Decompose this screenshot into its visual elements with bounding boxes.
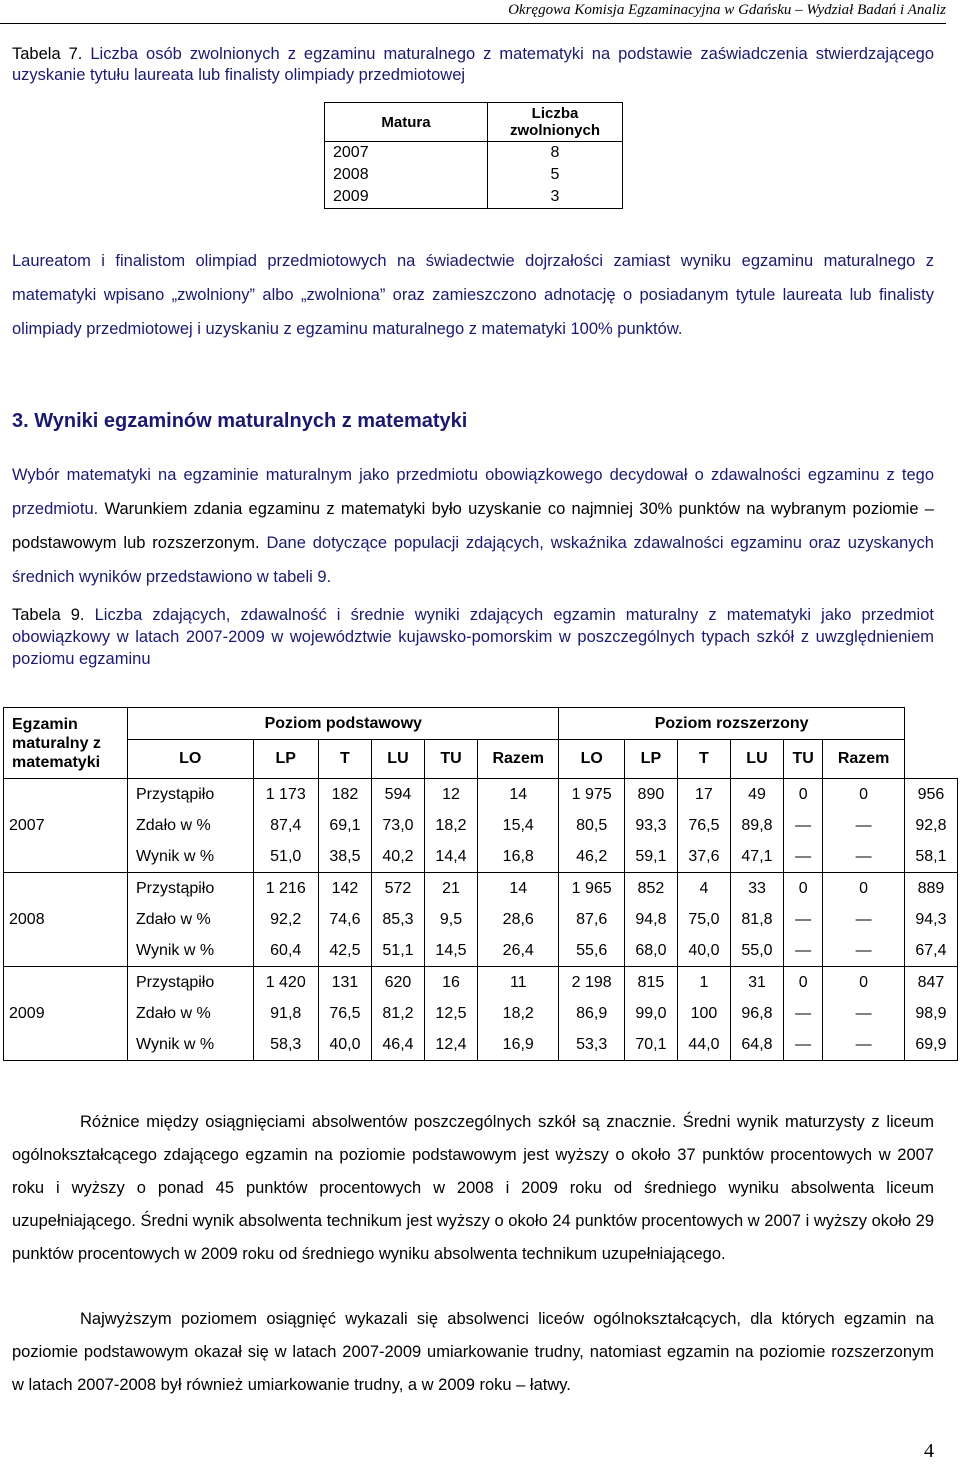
table9-cell: 0 [823, 967, 904, 999]
table9-cell: 70,1 [624, 1029, 677, 1061]
table9-cell: 89,8 [730, 810, 783, 841]
table9-cell: 100 [677, 998, 730, 1029]
table9-cell: 49 [730, 779, 783, 811]
table9-row [4, 967, 958, 999]
table9-cell: 46,4 [371, 1029, 424, 1061]
table9-col-header: LP [253, 740, 318, 779]
table9-cell: — [783, 904, 822, 935]
table9-cell: 21 [424, 873, 477, 905]
table9-cell: 852 [624, 873, 677, 905]
table9-cell: — [823, 998, 904, 1029]
table9-cell: 1 975 [559, 779, 624, 811]
table9-caption [12, 604, 934, 670]
table7 [324, 102, 623, 209]
table9-row [4, 779, 958, 811]
table9-cell: 26,4 [478, 935, 559, 967]
table9-cell: 81,8 [730, 904, 783, 935]
table9-cell: 96,8 [730, 998, 783, 1029]
table9-cell: 16 [424, 967, 477, 999]
table9-col-header: T [318, 740, 371, 779]
table7-count: 5 [488, 164, 623, 186]
table9-row [4, 998, 958, 1029]
table7-year: 2007 [325, 142, 488, 165]
table9-caption-text: Liczba zdających, zdawalność i średnie wyniki zdających egzamin maturalny z matematyki jako przedmiot obowiązkowy w latach 2007-2009 w województwie kujawsko-pomorskim w poszczególnych typach szkół z uwzględnieniem poziomu egzaminu [12, 606, 934, 668]
table9-cell: 815 [624, 967, 677, 999]
table7-count: 8 [488, 142, 623, 165]
table9-cell: 4 [677, 873, 730, 905]
table9-cell: 40,0 [318, 1029, 371, 1061]
table9-cell: 75,0 [677, 904, 730, 935]
table9-cell: 64,8 [730, 1029, 783, 1061]
table9-cell: 92,2 [253, 904, 318, 935]
paragraph-laureates-text: Laureatom i finalistom olimpiad przedmiotowych na świadectwie dojrzałości zamiast wyniku egzaminu maturalnego z matematyki wpisano „zwolniony” albo „zwolniona” oraz zamieszczono adnotację o posiadanym tytule laureata lub finalisty olimpiady przedmiotowej i uzyskaniu z egzaminu maturalnego z matematyki 100% punktów. [12, 252, 934, 338]
table9-cell: 58,1 [904, 841, 957, 873]
table7-col-count: Liczba zwolnionych [488, 103, 623, 142]
table9-cell: 99,0 [624, 998, 677, 1029]
table9-row-label: Wynik w % [128, 841, 254, 873]
table9-cell: 0 [783, 779, 822, 811]
table9-row [4, 1029, 958, 1061]
table9-cell: — [783, 810, 822, 841]
page-number: 4 [924, 1440, 934, 1462]
section-heading: 3. Wyniki egzaminów maturalnych z matematyki [12, 410, 468, 432]
table9-col-header: LO [559, 740, 624, 779]
table9-col-header: TU [424, 740, 477, 779]
table9-cell: 0 [783, 873, 822, 905]
table9-cell: 85,3 [371, 904, 424, 935]
table9-cell: 2 198 [559, 967, 624, 999]
table9-cell: 14,4 [424, 841, 477, 873]
table9-level-basic: Poziom podstawowy [128, 708, 559, 740]
paragraph-laureates [12, 244, 934, 346]
table9-corner-header: Egzamin maturalny z matematyki [4, 708, 128, 779]
paragraph-highest-text: Najwyższym poziomem osiągnięć wykazali się absolwenci liceów ogólnokształcących, dla których egzamin na poziomie podstawowym okazał się w latach 2007-2009 umiarkowanie trudny, natomiast egzamin na poziomie rozszerzonym w latach 2007-2008 był również umiarkowanie trudny, a w 2009 roku – łatwy. [12, 1310, 934, 1394]
table9-cell: 74,6 [318, 904, 371, 935]
table9-cell: 94,3 [904, 904, 957, 935]
table9-year: 2009 [4, 967, 128, 1061]
table9-cell: — [823, 904, 904, 935]
table9-cell: 0 [823, 779, 904, 811]
table9-cell: 33 [730, 873, 783, 905]
table9-cell: 94,8 [624, 904, 677, 935]
table9-cell: 59,1 [624, 841, 677, 873]
paragraph-differences [12, 1106, 934, 1271]
table9-row-label: Przystąpiło [128, 873, 254, 905]
table9-cell: 60,4 [253, 935, 318, 967]
paragraph-highest [12, 1303, 934, 1402]
table9-cell: 594 [371, 779, 424, 811]
table9-cell: — [823, 810, 904, 841]
table9-row-label: Przystąpiło [128, 967, 254, 999]
table9-cell: 87,4 [253, 810, 318, 841]
table9-cell: 890 [624, 779, 677, 811]
table9-cell: 67,4 [904, 935, 957, 967]
table7-label: Tabela 7. [12, 45, 83, 63]
table9-cell: 572 [371, 873, 424, 905]
table9-row-label: Zdało w % [128, 998, 254, 1029]
table9-row [4, 810, 958, 841]
table9-cell: 69,1 [318, 810, 371, 841]
paragraph-choice-a: Wybór matematyki na egzaminie maturalnym jako przedmiotu obowiązkowego decydował o zdawalności egzaminu z tego przedmiotu. [12, 466, 934, 518]
paragraph-differences-b: Średni wynik absolwenta technikum jest wyższy o około 24 punktów procentowych w 2007 i wyższy około 29 punktów procentowych w 2009 roku od średniego wyniku absolwenta technikum uzupełniającego. [12, 1212, 934, 1263]
table9-cell: 12,5 [424, 998, 477, 1029]
table9-cell: — [783, 841, 822, 873]
table9-cell: 131 [318, 967, 371, 999]
table9-row-label: Przystąpiło [128, 779, 254, 811]
table9-cell: 98,9 [904, 998, 957, 1029]
table9-cell: 1 965 [559, 873, 624, 905]
table9-cell: 14 [478, 873, 559, 905]
table9-year: 2007 [4, 779, 128, 873]
table9-cell: 51,1 [371, 935, 424, 967]
table9-col-header: LU [730, 740, 783, 779]
table9-label: Tabela 9. [12, 606, 85, 624]
table7-year: 2009 [325, 186, 488, 209]
table9-cell: 44,0 [677, 1029, 730, 1061]
table9-col-header: LP [624, 740, 677, 779]
table9-cell: 182 [318, 779, 371, 811]
table9-cell: 40,2 [371, 841, 424, 873]
table9-cell: — [783, 935, 822, 967]
table9-cell: — [823, 841, 904, 873]
table9-cell: 73,0 [371, 810, 424, 841]
paragraph-choice-c: Dane dotyczące populacji zdających, wskaźnika zdawalności egzaminu oraz uzyskanych średnich wyników przedstawiono w tabeli 9. [12, 534, 934, 586]
table9-cell: 16,9 [478, 1029, 559, 1061]
table9-cell: 1 173 [253, 779, 318, 811]
table9-col-header: Razem [823, 740, 904, 779]
table9-cell: 1 420 [253, 967, 318, 999]
table9-col-header: TU [783, 740, 822, 779]
table9-cell: 18,2 [424, 810, 477, 841]
table9-cell: 53,3 [559, 1029, 624, 1061]
table9-cell: 16,8 [478, 841, 559, 873]
table9-col-header: T [677, 740, 730, 779]
table9-year: 2008 [4, 873, 128, 967]
table9-col-header: LU [371, 740, 424, 779]
table9-cell: 620 [371, 967, 424, 999]
table9-row-label: Zdało w % [128, 904, 254, 935]
table9-cell: — [783, 1029, 822, 1061]
table9-cell: 14 [478, 779, 559, 811]
table9-col-header: LO [128, 740, 254, 779]
table9-cell: 889 [904, 873, 957, 905]
table9-cell: 18,2 [478, 998, 559, 1029]
table9-cell: 51,0 [253, 841, 318, 873]
table9-cell: 956 [904, 779, 957, 811]
table9-cell: 40,0 [677, 935, 730, 967]
table9-cell: 55,6 [559, 935, 624, 967]
page-header: Okręgowa Komisja Egzaminacyjna w Gdańsku – Wydział Badań i Analiz [0, 2, 946, 24]
table9-cell: 58,3 [253, 1029, 318, 1061]
table9-cell: 38,5 [318, 841, 371, 873]
table9-cell: 68,0 [624, 935, 677, 967]
table9-cell: 15,4 [478, 810, 559, 841]
paragraph-differences-a: Różnice między osiągnięciami absolwentów poszczególnych szkół są znacznie. Średni wynik maturzysty z liceum ogólnokształcącego zdającego egzamin na poziomie podstawowym jest wyższy o około 37 punktów procentowych w 2007 roku i wyższy o ponad 45 punktów procentowych w 2008 i 2009 roku od średniego wyniku absolwenta liceum uzupełniającego. [12, 1113, 934, 1230]
paragraph-choice [12, 458, 934, 594]
table7-caption-text: Liczba osób zwolnionych z egzaminu maturalnego z matematyki na podstawie zaświadczenia stwierdzającego uzyskanie tytułu laureata lub finalisty olimpiady przedmiotowej [12, 45, 935, 84]
table9-col-header: Razem [478, 740, 559, 779]
table9-cell: 11 [478, 967, 559, 999]
table9-cell: 1 216 [253, 873, 318, 905]
table9-row [4, 904, 958, 935]
table9-cell: 1 [677, 967, 730, 999]
table9-cell: 46,2 [559, 841, 624, 873]
table9-cell: 12,4 [424, 1029, 477, 1061]
table9-cell: 80,5 [559, 810, 624, 841]
table9-cell: 93,3 [624, 810, 677, 841]
table9-row-label: Wynik w % [128, 1029, 254, 1061]
table9-cell: 81,2 [371, 998, 424, 1029]
table9-row [4, 841, 958, 873]
table9-cell: 87,6 [559, 904, 624, 935]
table9-row [4, 935, 958, 967]
table9-cell: — [823, 935, 904, 967]
table9-cell: 31 [730, 967, 783, 999]
table9-cell: 142 [318, 873, 371, 905]
table9-cell: 47,1 [730, 841, 783, 873]
table9-cell: 17 [677, 779, 730, 811]
table9-cell: 28,6 [478, 904, 559, 935]
table9-cell: 14,5 [424, 935, 477, 967]
table9-cell: 91,8 [253, 998, 318, 1029]
table9-cell: 92,8 [904, 810, 957, 841]
table9-cell: 69,9 [904, 1029, 957, 1061]
table9-cell: 0 [783, 967, 822, 999]
table9-cell: 37,6 [677, 841, 730, 873]
table9-cell: 42,5 [318, 935, 371, 967]
table9-cell: 12 [424, 779, 477, 811]
table9-row [4, 873, 958, 905]
table7-caption [12, 44, 934, 86]
table9 [3, 707, 958, 1061]
table9-cell: 0 [823, 873, 904, 905]
table9-cell: — [783, 998, 822, 1029]
table9-row-label: Wynik w % [128, 935, 254, 967]
table9-cell: 9,5 [424, 904, 477, 935]
table7-count: 3 [488, 186, 623, 209]
table9-cell: 86,9 [559, 998, 624, 1029]
table9-level-extended: Poziom rozszerzony [559, 708, 904, 740]
table9-cell: 76,5 [677, 810, 730, 841]
paragraph-choice-b: Warunkiem zdania egzaminu z matematyki było uzyskanie co najmniej 30% punktów na wybranym poziomie – podstawowym lub rozszerzonym. [12, 500, 934, 552]
table7-col-matura: Matura [325, 103, 488, 142]
table9-cell: 76,5 [318, 998, 371, 1029]
table9-row-label: Zdało w % [128, 810, 254, 841]
table9-cell: — [823, 1029, 904, 1061]
table9-cell: 55,0 [730, 935, 783, 967]
table9-cell: 847 [904, 967, 957, 999]
table7-year: 2008 [325, 164, 488, 186]
